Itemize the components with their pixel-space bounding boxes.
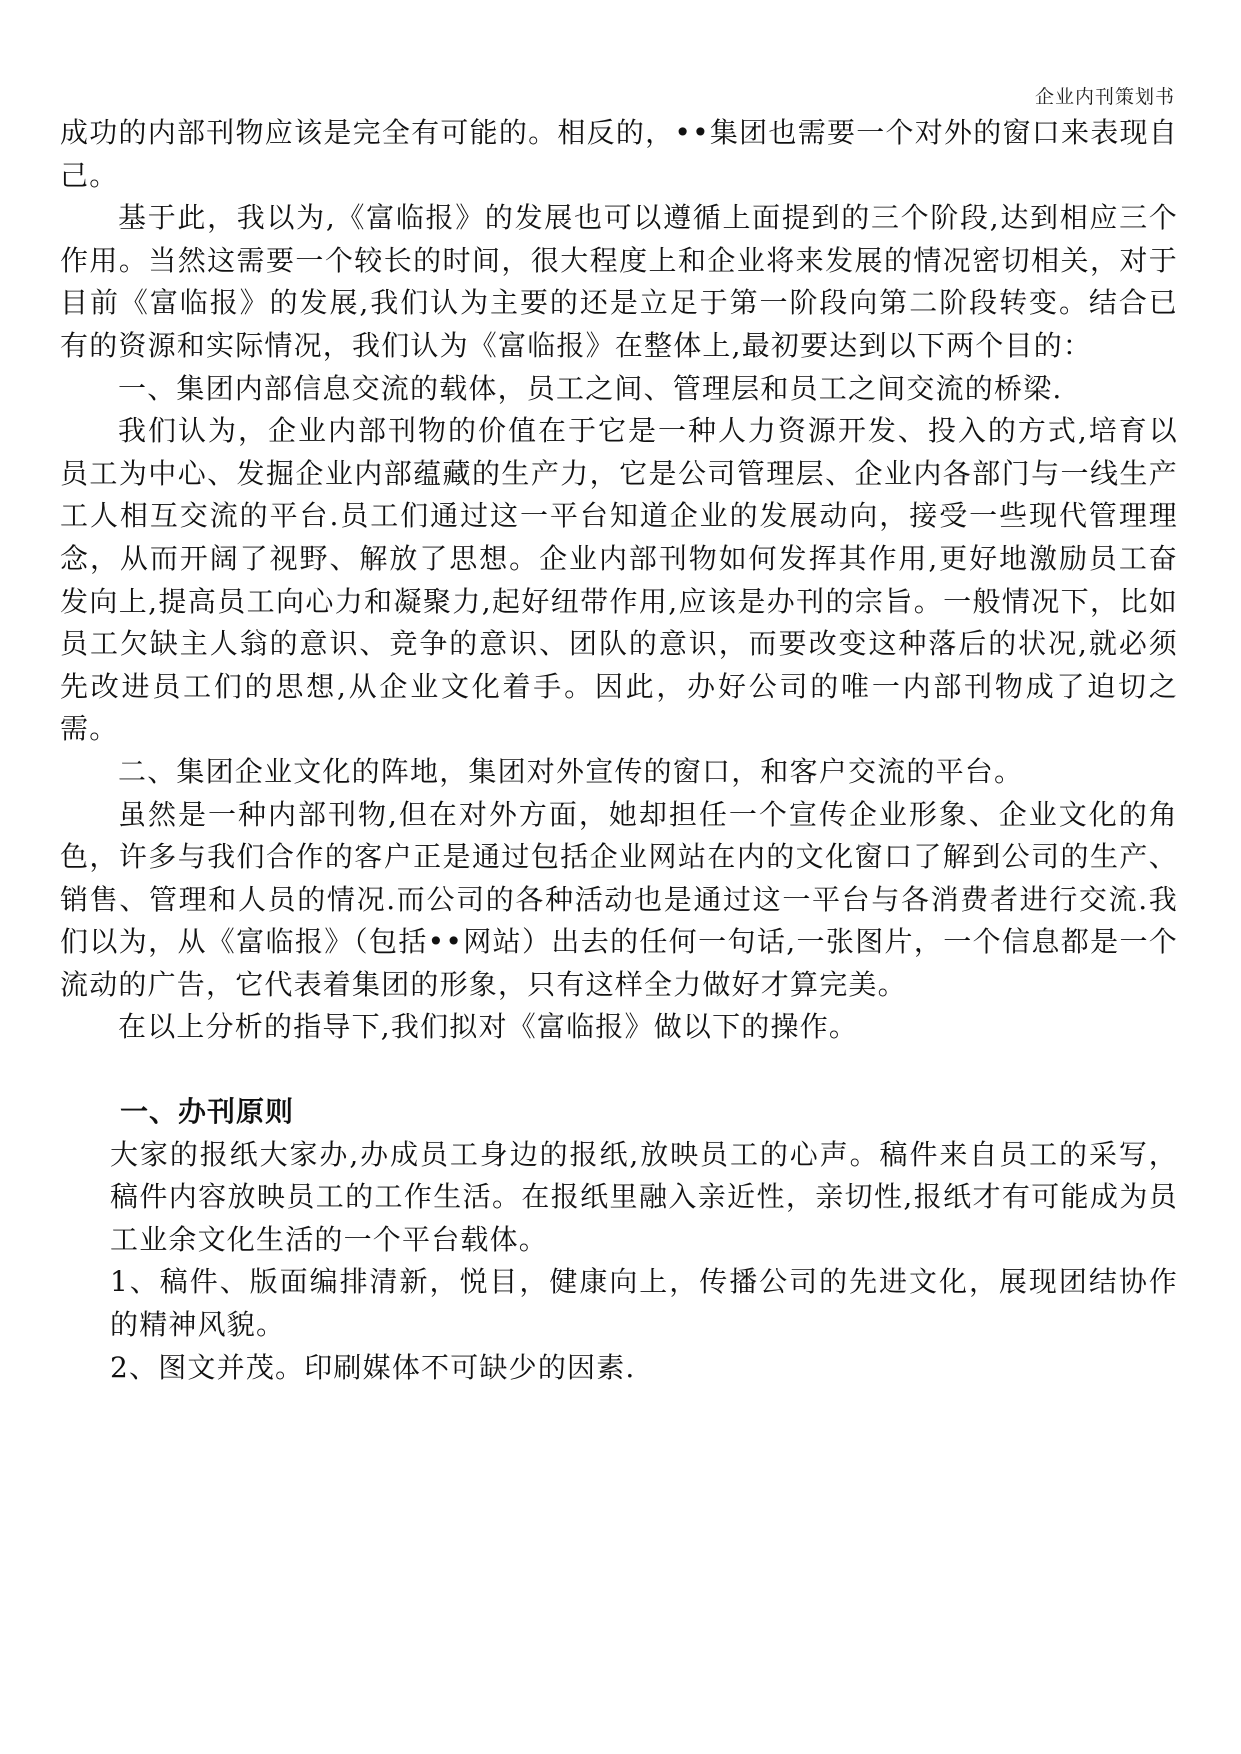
paragraph-continuation: 成功的内部刊物应该是完全有可能的。相反的，••集团也需要一个对外的窗口来表现自己。 [60, 116, 1178, 192]
section-heading: 一、办刊原则 [120, 1095, 295, 1129]
list-item: 2、图文并茂。印刷媒体不可缺少的因素. [110, 1350, 636, 1384]
goal-two-heading: 二、集团企业文化的阵地，集团对外宣传的窗口，和客户交流的平台。 [118, 754, 1024, 788]
list-item: 1、稿件、版面编排清新，悦目，健康向上，传播公司的先进文化，展现团结协作的精神风貌。 [110, 1265, 1178, 1342]
section-intro: 大家的报纸大家办,办成员工身边的报纸,放映员工的心声。稿件来自员工的采写，稿件内容放映员工的工作生活。在报纸里融入亲近性，亲切性,报纸才有可能成为员工业余文化生活的一个平台载体。 [110, 1137, 1178, 1256]
section-spacer [60, 1049, 1178, 1091]
running-header: 企业内刊策划书 [1034, 86, 1175, 108]
document-body [60, 112, 1178, 1389]
paragraph-summary: 在以上分析的指导下,我们拟对《富临报》做以下的操作。 [118, 1010, 859, 1044]
section-body [60, 1134, 1178, 1390]
paragraph-goal-one: 我们认为，企业内部刊物的价值在于它是一种人力资源开发、投入的方式,培育以员工为中心、发掘企业内部蕴藏的生产力，它是公司管理层、企业内各部门与一线生产工人相互交流的平台.员工们通过这一平台知道企业的发展动向，接受一些现代管理理念，从而开阔了视野、解放了思想。企业内部刊物如何发挥其作用,更好地激励员工奋发向上,提高员工向心力和凝聚力,起好纽带作用,应该是办刊的宗旨。一般情况下，比如员工欠缺主人翁的意识、竞争的意识、团队的意识，而要改变这种落后的状况,就必须先改进员工们的思想,从企业文化着手。因此，办好公司的唯一内部刊物成了迫切之需。 [60, 414, 1178, 746]
paragraph-basis: 基于此，我以为,《富临报》的发展也可以遵循上面提到的三个阶段,达到相应三个作用。当然这需要一个较长的时间，很大程度上和企业将来发展的情况密切相关，对于目前《富临报》的发展,我们认为主要的还是立足于第一阶段向第二阶段转变。结合已有的资源和实际情况，我们认为《富临报》在整体上,最初要达到以下两个目的： [60, 201, 1178, 362]
paragraph-goal-two: 虽然是一种内部刊物,但在对外方面，她却担任一个宣传企业形象、企业文化的角色，许多与我们合作的客户正是通过包括企业网站在内的文化窗口了解到公司的生产、销售、管理和人员的情况.而公司的各种活动也是通过这一平台与各消费者进行交流.我们以为，从《富临报》（包括••网站）出去的任何一句话,一张图片，一个信息都是一个流动的广告，它代表着集团的形象，只有这样全力做好才算完美。 [60, 797, 1178, 1001]
goal-one-heading: 一、集团内部信息交流的载体，员工之间、管理层和员工之间交流的桥梁. [118, 371, 1063, 405]
